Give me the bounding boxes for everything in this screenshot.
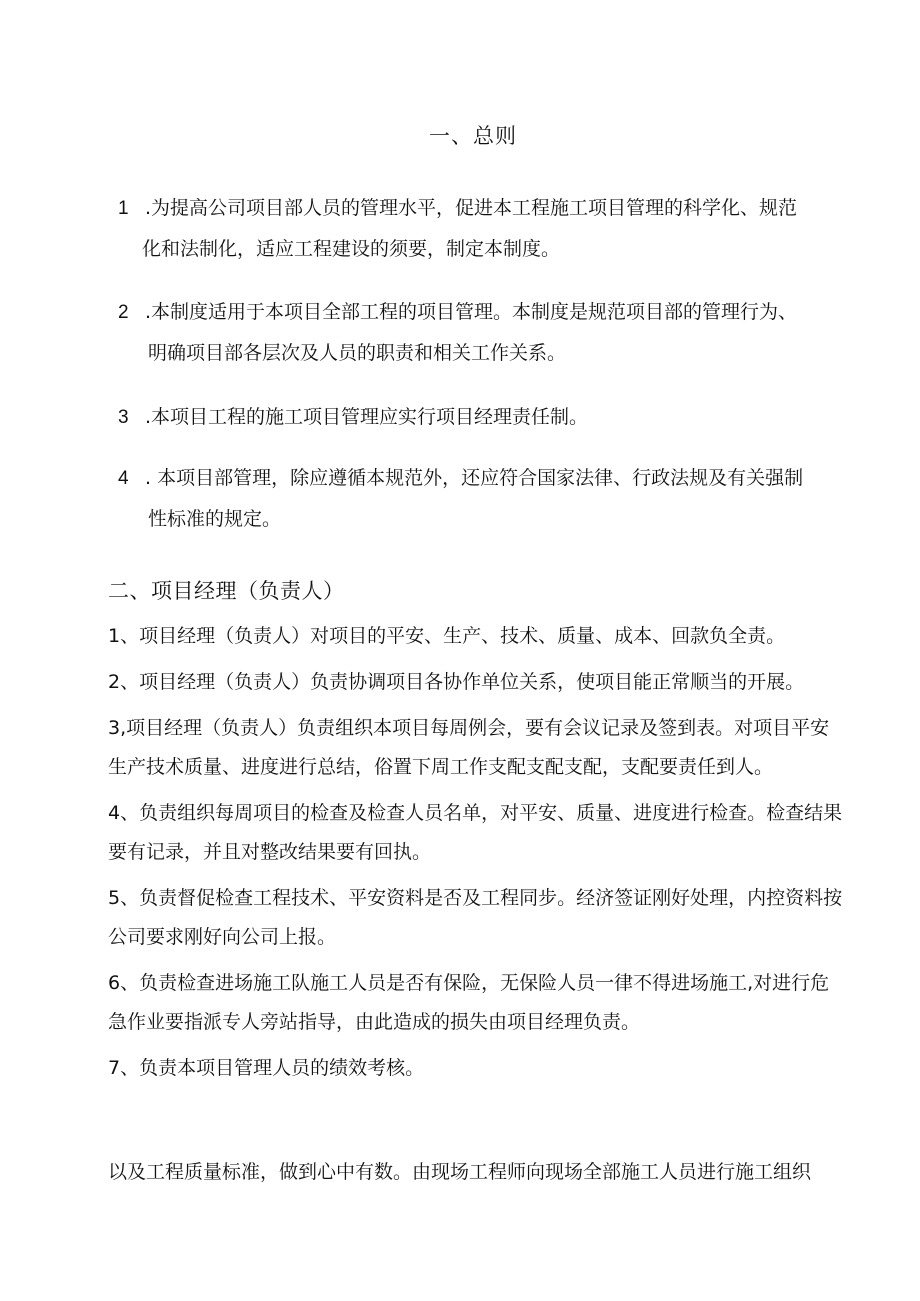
item-text-continuation: 明确项目部各层次及人员的职责和相关工作关系。 <box>148 342 567 364</box>
item-text-line: .为提高公司项目部人员的管理水平，促进本工程施工项目管理的科学化、规范 <box>145 197 798 219</box>
general-rule-item <box>118 188 838 269</box>
general-rule-item <box>118 397 838 438</box>
item-number: 1 <box>118 198 129 219</box>
item-number: 2 <box>118 302 129 323</box>
item-text-line: .本制度适用于本项目全部工程的项目管理。本制度是规范项目部的管理行为、 <box>145 301 798 323</box>
item-text-continuation: 性标准的规定。 <box>148 508 282 530</box>
item-text-line: . 本项目部管理，除应遵循本规范外，还应符合国家法律、行政法规及有关强制 <box>145 467 804 489</box>
duty-paragraph: 4、负责组织每周项目的检查及检查人员名单，对平安、质量、进度进行检查。检查结果要有记录，并且对整改结果要有回执。 <box>108 802 843 863</box>
project-manager-duties <box>108 617 848 1088</box>
duty-paragraph: 6、负责检查进场施工队施工人员是否有保险，无保险人员一律不得进场施工,对进行危急作业要指派专人旁站指导，由此造成的损失由项目经理负责。 <box>108 972 830 1033</box>
general-rule-item <box>118 292 838 373</box>
section-1-title: 一、总则 <box>429 124 517 148</box>
item-number: 3 <box>118 407 129 428</box>
item-text-line: .本项目工程的施工项目管理应实行项目经理责任制。 <box>145 406 589 428</box>
section-2-title: 二、项目经理（负责人） <box>108 579 345 603</box>
item-text-continuation: 化和法制化，适应工程建设的须要，制定本制度。 <box>142 238 561 260</box>
duty-paragraph: 2、项目经理（负责人）负责协调项目各协作单位关系，使项目能正常顺当的开展。 <box>108 671 805 693</box>
item-number: 4 <box>118 468 129 489</box>
general-rule-item <box>118 458 838 539</box>
closing-paragraph: 以及工程质量标准，做到心中有数。由现场工程师向现场全部施工人员进行施工组织 <box>108 1161 812 1183</box>
duty-paragraph: 1、项目经理（负责人）对项目的平安、生产、技术、质量、成本、回款负全责。 <box>108 625 786 647</box>
duty-paragraph: 7、负责本项目管理人员的绩效考核。 <box>108 1057 425 1079</box>
duty-paragraph: 3,项目经理（负责人）负责组织本项目每周例会，要有会议记录及签到表。对项目平安生产技术质量、进度进行总结，俗置下周工作支配支配支配，支配要责任到人。 <box>108 717 830 778</box>
duty-paragraph: 5、负责督促检查工程技术、平安资料是否及工程同步。经济签证刚好处理，内控资料按公司要求刚好向公司上报。 <box>108 887 843 948</box>
